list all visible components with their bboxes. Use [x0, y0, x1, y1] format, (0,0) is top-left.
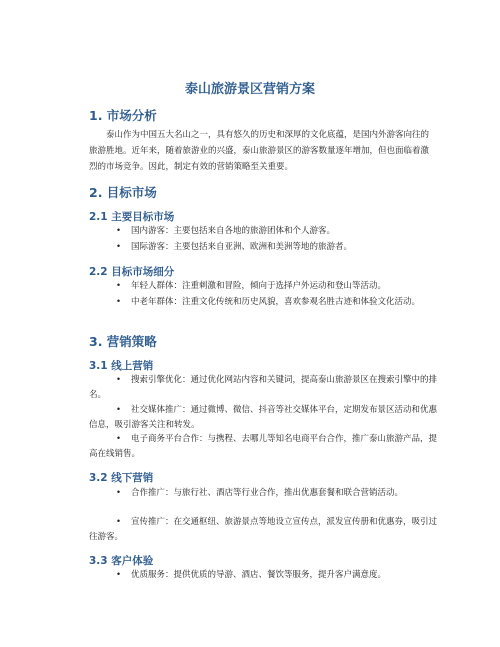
- list-item-text: 优质服务：提供优质的导游、酒店、餐饮等服务，提升客户满意度。: [131, 570, 387, 580]
- heading-marketing-strategy: 3. 营销策略: [89, 334, 157, 349]
- list-item-text: 宣传推广：在交通枢纽、旅游景点等地设立宣传点，派发宣传册和优惠券，吸引过往游客。: [89, 517, 438, 542]
- list-item-text: 搜索引擎优化：通过优化网站内容和关键词，提高泰山旅游景区在搜索引擎中的排名。: [89, 375, 438, 400]
- list-item-ecommerce: • 电子商务平台合作：与携程、去哪儿等知名电商平台合作，推广泰山旅游产品，提高在线销售。: [89, 434, 438, 459]
- list-item-partnership: • 合作推广：与旅行社、酒店等行业合作，推出优惠套餐和联合营销活动。: [116, 488, 404, 498]
- heading-customer-experience: 3.3 客户体验: [89, 555, 154, 567]
- list-item-promotion: • 宣传推广：在交通枢纽、旅游景点等地设立宣传点，派发宣传册和优惠券，吸引过往游客。: [89, 517, 438, 542]
- document-title: 泰山旅游景区营销方案: [184, 82, 315, 97]
- list-item-quality-service: • 优质服务：提供优质的导游、酒店、餐饮等服务，提升客户满意度。: [116, 570, 387, 580]
- market-analysis-paragraph: 泰山作为中国五大名山之一，具有悠久的历史和深厚的文化底蕴，是国内外游客向往的旅游胜地。近年来，随着旅游业的兴盛，泰山旅游景区的游客数量逐年增加，但也面临着激烈的市场竞争。因此，制定有效的营销策略至关重要。: [89, 130, 430, 172]
- list-item-text: 国内游客：主要包括来自各地的旅游团体和个人游客。: [131, 226, 336, 236]
- heading-target-market: 2. 目标市场: [89, 185, 157, 200]
- list-item-text: 年轻人群体：注重刺激和冒险，倾向于选择户外运动和登山等活动。: [131, 281, 387, 291]
- heading-offline-marketing: 3.2 线下营销: [89, 472, 154, 484]
- list-item-seo: • 搜索引擎优化：通过优化网站内容和关键词，提高泰山旅游景区在搜索引擎中的排名。: [89, 375, 438, 400]
- list-item-text: 合作推广：与旅行社、酒店等行业合作，推出优惠套餐和联合营销活动。: [131, 488, 404, 498]
- heading-main-target-market: 2.1 主要目标市场: [89, 211, 175, 223]
- list-item-international-tourists: • 国际游客：主要包括来自亚洲、欧洲和美洲等地的旅游者。: [116, 242, 353, 252]
- list-item-young-group: • 年轻人群体：注重刺激和冒险，倾向于选择户外运动和登山等活动。: [116, 281, 387, 291]
- list-item-text: 中老年群体：注重文化传统和历史风貌，喜欢参观名胜古迹和体验文化活动。: [131, 297, 421, 307]
- list-item-text: 国际游客：主要包括来自亚洲、欧洲和美洲等地的旅游者。: [131, 242, 353, 252]
- heading-online-marketing: 3.1 线上营销: [89, 360, 154, 372]
- list-item-text: 社交媒体推广：通过微博、微信、抖音等社交媒体平台，定期发布景区活动和优惠信息，吸引游客关注和转发。: [89, 405, 438, 430]
- list-item-text: 电子商务平台合作：与携程、去哪儿等知名电商平台合作，推广泰山旅游产品，提高在线销售。: [89, 434, 438, 459]
- heading-market-analysis: 1. 市场分析: [89, 108, 157, 123]
- list-item-social-media: • 社交媒体推广：通过微博、微信、抖音等社交媒体平台，定期发布景区活动和优惠信息，吸引游客关注和转发。: [89, 405, 438, 430]
- list-item-senior-group: • 中老年群体：注重文化传统和历史风貌，喜欢参观名胜古迹和体验文化活动。: [116, 297, 421, 307]
- list-item-domestic-tourists: • 国内游客：主要包括来自各地的旅游团体和个人游客。: [116, 226, 336, 236]
- heading-market-segmentation: 2.2 目标市场细分: [89, 266, 175, 278]
